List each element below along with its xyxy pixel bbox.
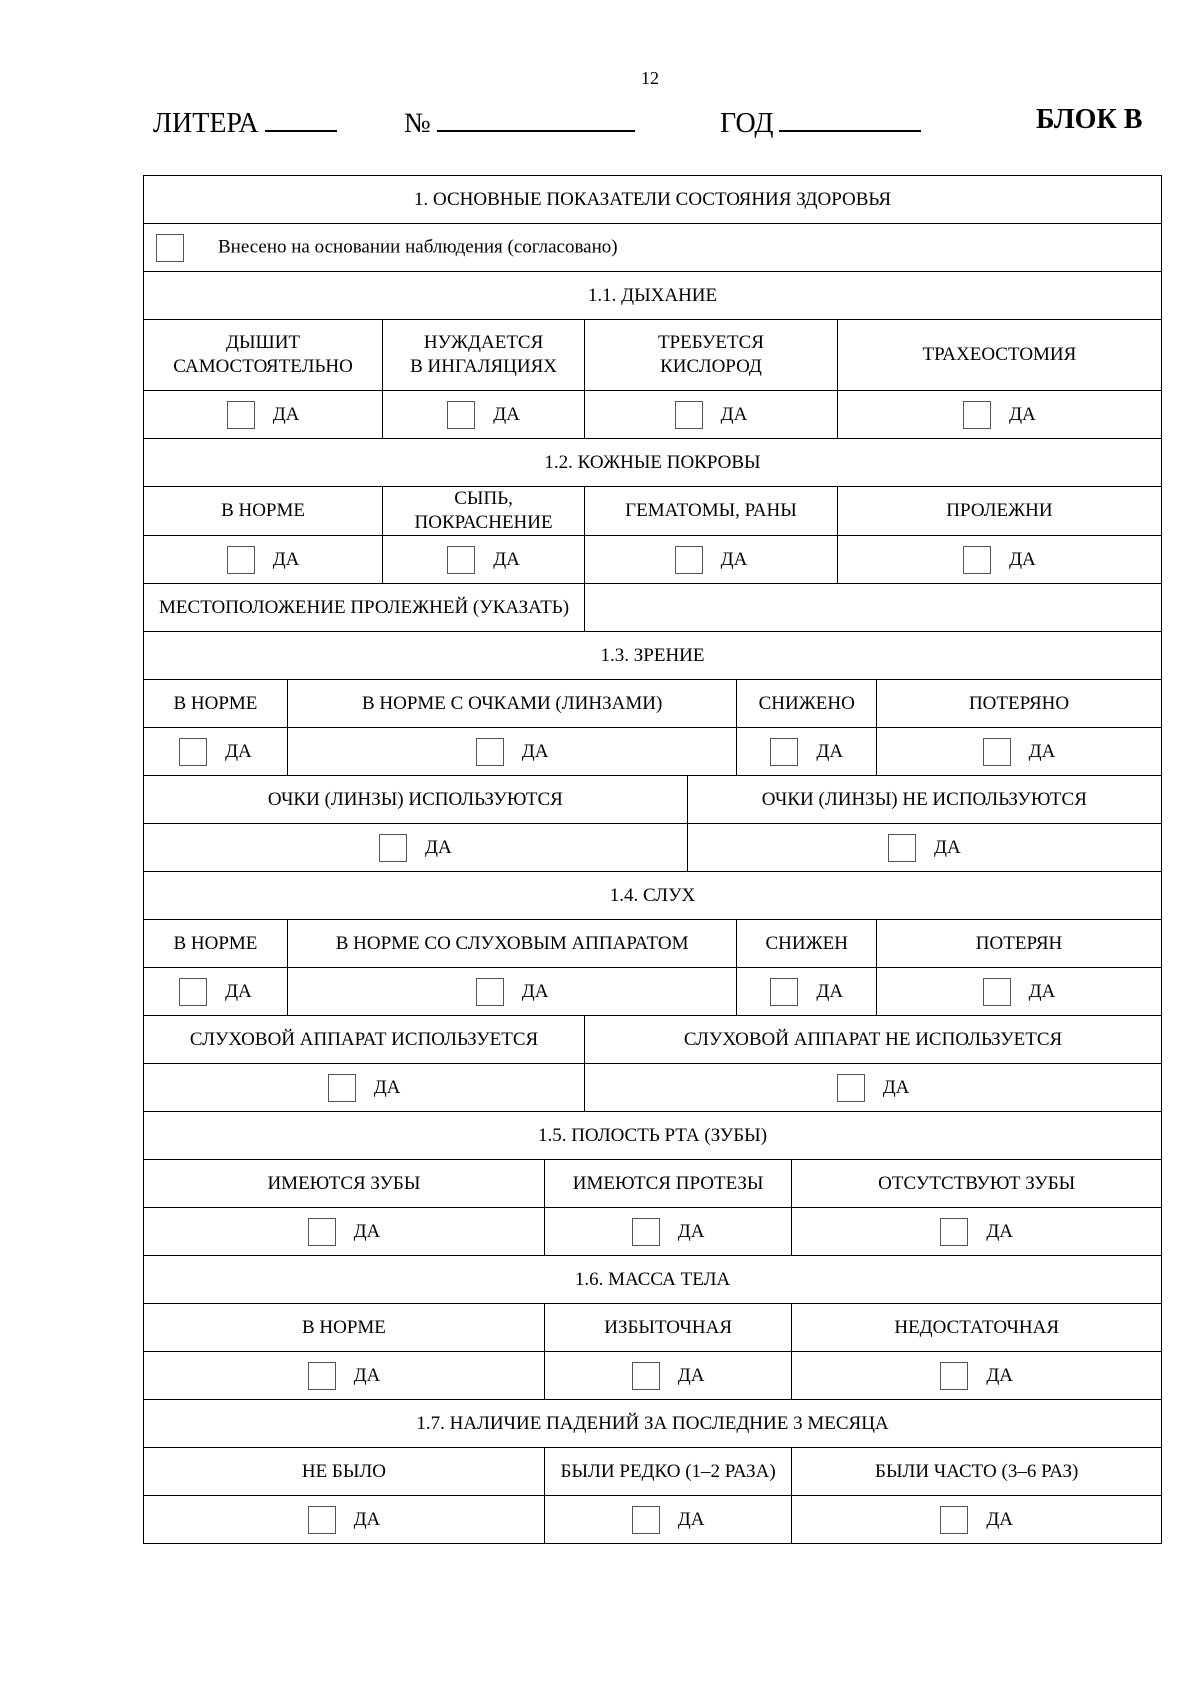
- glasses-not-used-checkbox[interactable]: [888, 834, 916, 862]
- yes-label: ДА: [1028, 740, 1056, 762]
- yes-cell: [837, 391, 1161, 439]
- falls-rare-header: БЫЛИ РЕДКО (1–2 РАЗА): [544, 1448, 792, 1496]
- falls-frequent-checkbox[interactable]: [940, 1506, 968, 1534]
- weight-normal-checkbox[interactable]: [308, 1362, 336, 1390]
- yes-cell: [792, 1352, 1162, 1400]
- yes-cell: [585, 1064, 1162, 1112]
- breathing-oxygen-line1: ТРЕБУЕТСЯ: [657, 332, 764, 353]
- number-label: №: [404, 108, 431, 139]
- yes-label: ДА: [272, 403, 300, 425]
- section-1-1-title: 1.1. ДЫХАНИЕ: [144, 272, 1162, 320]
- yes-cell: [144, 968, 288, 1016]
- section-1-4-title: 1.4. СЛУХ: [144, 872, 1162, 920]
- teeth-present-header: ИМЕЮТСЯ ЗУБЫ: [144, 1160, 545, 1208]
- number-input-line[interactable]: [437, 104, 635, 132]
- yes-cell: [737, 728, 877, 776]
- skin-bedsores-header: ПРОЛЕЖНИ: [837, 487, 1161, 536]
- yes-cell: [287, 968, 737, 1016]
- dentures-present-checkbox[interactable]: [632, 1218, 660, 1246]
- yes-cell: [287, 728, 737, 776]
- breathing-independent-line2: САМОСТОЯТЕЛЬНО: [173, 356, 353, 377]
- falls-frequent-header: БЫЛИ ЧАСТО (3–6 РАЗ): [792, 1448, 1162, 1496]
- breathing-inhalation-checkbox[interactable]: [447, 401, 475, 429]
- yes-cell: [687, 824, 1161, 872]
- weight-excess-checkbox[interactable]: [632, 1362, 660, 1390]
- skin-normal-checkbox[interactable]: [227, 546, 255, 574]
- yes-label: ДА: [353, 1508, 381, 1530]
- weight-normal-header: В НОРМЕ: [144, 1304, 545, 1352]
- number-field: [404, 104, 635, 140]
- yes-label: ДА: [1028, 980, 1056, 1002]
- yes-label: ДА: [493, 403, 520, 425]
- weight-insufficient-checkbox[interactable]: [940, 1362, 968, 1390]
- section-1-3-title: 1.3. ЗРЕНИЕ: [144, 632, 1162, 680]
- yes-label: ДА: [225, 740, 252, 762]
- weight-insufficient-header: НЕДОСТАТОЧНАЯ: [792, 1304, 1162, 1352]
- vision-normal-header: В НОРМЕ: [144, 680, 288, 728]
- yes-cell: [877, 728, 1162, 776]
- yes-label: ДА: [986, 1364, 1014, 1386]
- yes-cell: [837, 536, 1161, 584]
- page-number: 12: [641, 68, 659, 88]
- hearing-reduced-checkbox[interactable]: [770, 978, 798, 1006]
- form-header: [0, 100, 1200, 140]
- falls-rare-checkbox[interactable]: [632, 1506, 660, 1534]
- glasses-used-checkbox[interactable]: [379, 834, 407, 862]
- yes-cell: [737, 968, 877, 1016]
- yes-cell: [144, 1208, 545, 1256]
- hearing-aid-used-header: СЛУХОВОЙ АППАРАТ ИСПОЛЬЗУЕТСЯ: [144, 1016, 585, 1064]
- hearing-lost-header: ПОТЕРЯН: [877, 920, 1162, 968]
- section-1-2-title: 1.2. КОЖНЫЕ ПОКРОВЫ: [144, 439, 1162, 487]
- yes-cell: [544, 1352, 792, 1400]
- yes-cell: [792, 1208, 1162, 1256]
- teeth-present-checkbox[interactable]: [308, 1218, 336, 1246]
- glasses-used-header: ОЧКИ (ЛИНЗЫ) ИСПОЛЬЗУЮТСЯ: [144, 776, 688, 824]
- vision-lost-checkbox[interactable]: [983, 738, 1011, 766]
- yes-label: ДА: [720, 548, 748, 570]
- yes-label: ДА: [493, 548, 520, 570]
- yes-cell: [544, 1208, 792, 1256]
- yes-label: ДА: [1009, 548, 1036, 570]
- vision-normal-checkbox[interactable]: [179, 738, 207, 766]
- weight-excess-header: ИЗБЫТОЧНАЯ: [544, 1304, 792, 1352]
- yes-label: ДА: [677, 1220, 705, 1242]
- yes-label: ДА: [521, 980, 549, 1002]
- yes-cell: [144, 824, 688, 872]
- section-1-6-title: 1.6. МАССА ТЕЛА: [144, 1256, 1162, 1304]
- glasses-not-used-header: ОЧКИ (ЛИНЗЫ) НЕ ИСПОЛЬЗУЮТСЯ: [687, 776, 1161, 824]
- yes-label: ДА: [272, 548, 300, 570]
- breathing-tracheostomy-header: ТРАХЕОСТОМИЯ: [837, 320, 1161, 391]
- yes-label: ДА: [816, 740, 844, 762]
- falls-none-header: НЕ БЫЛО: [144, 1448, 545, 1496]
- vision-lost-header: ПОТЕРЯНО: [877, 680, 1162, 728]
- yes-cell: [585, 391, 838, 439]
- hearing-lost-checkbox[interactable]: [983, 978, 1011, 1006]
- year-label: ГОД: [720, 108, 774, 139]
- breathing-independent-line1: ДЫШИТ: [226, 332, 301, 353]
- skin-hematoma-header: ГЕМАТОМЫ, РАНЫ: [585, 487, 838, 536]
- yes-label: ДА: [677, 1508, 705, 1530]
- falls-none-checkbox[interactable]: [308, 1506, 336, 1534]
- yes-cell: [383, 391, 585, 439]
- hearing-reduced-header: СНИЖЕН: [737, 920, 877, 968]
- skin-rash-checkbox[interactable]: [447, 546, 475, 574]
- yes-label: ДА: [882, 1076, 910, 1098]
- skin-rash-header: СЫПЬ, ПОКРАСНЕНИЕ: [383, 487, 585, 536]
- observation-note-row: [144, 224, 1162, 272]
- yes-cell: [144, 1496, 545, 1544]
- vision-glasses-checkbox[interactable]: [476, 738, 504, 766]
- observation-note-label: Внесено на основании наблюдения (согласовано): [218, 235, 618, 257]
- yes-cell: [792, 1496, 1162, 1544]
- vision-glasses-header: В НОРМЕ С ОЧКАМИ (ЛИНЗАМИ): [287, 680, 737, 728]
- yes-label: ДА: [425, 836, 452, 858]
- yes-label: ДА: [986, 1508, 1014, 1530]
- hearing-aid-not-used-checkbox[interactable]: [837, 1074, 865, 1102]
- health-form-table: [143, 175, 1162, 1544]
- breathing-oxygen-checkbox[interactable]: [675, 401, 703, 429]
- yes-cell: [144, 391, 383, 439]
- yes-cell: [585, 536, 838, 584]
- skin-hematoma-checkbox[interactable]: [675, 546, 703, 574]
- yes-label: ДА: [353, 1220, 381, 1242]
- hearing-aid-normal-checkbox[interactable]: [476, 978, 504, 1006]
- yes-cell: [877, 968, 1162, 1016]
- litera-field: [153, 104, 337, 140]
- hearing-normal-header: В НОРМЕ: [144, 920, 288, 968]
- breathing-oxygen-header: [585, 320, 838, 391]
- yes-cell: [144, 728, 288, 776]
- block-label: БЛОК В: [1036, 104, 1143, 135]
- yes-cell: [144, 1352, 545, 1400]
- yes-label: ДА: [521, 740, 549, 762]
- section-1-7-title: 1.7. НАЛИЧИЕ ПАДЕНИЙ ЗА ПОСЛЕДНИЕ 3 МЕСЯЦА: [144, 1400, 1162, 1448]
- year-field: [720, 104, 921, 140]
- breathing-tracheostomy-checkbox[interactable]: [963, 401, 991, 429]
- vision-reduced-checkbox[interactable]: [770, 738, 798, 766]
- vision-reduced-header: СНИЖЕНО: [737, 680, 877, 728]
- observation-checkbox[interactable]: [156, 234, 184, 262]
- bedsore-location-label: МЕСТОПОЛОЖЕНИЕ ПРОЛЕЖНЕЙ (УКАЗАТЬ): [144, 584, 585, 632]
- yes-cell: [544, 1496, 792, 1544]
- yes-label: ДА: [816, 980, 844, 1002]
- teeth-absent-checkbox[interactable]: [940, 1218, 968, 1246]
- yes-label: ДА: [353, 1364, 381, 1386]
- yes-cell: [144, 536, 383, 584]
- section-1-5-title: 1.5. ПОЛОСТЬ РТА (ЗУБЫ): [144, 1112, 1162, 1160]
- yes-cell: [144, 1064, 585, 1112]
- yes-label: ДА: [934, 836, 961, 858]
- yes-label: ДА: [373, 1076, 401, 1098]
- breathing-inhalation-line1: НУЖДАЕТСЯ: [423, 332, 544, 353]
- litera-label: ЛИТЕРА: [153, 108, 259, 139]
- hearing-aid-not-used-header: СЛУХОВОЙ АППАРАТ НЕ ИСПОЛЬЗУЕТСЯ: [585, 1016, 1162, 1064]
- breathing-independent-checkbox[interactable]: [227, 401, 255, 429]
- breathing-independent-header: [144, 320, 383, 391]
- section-1-title: 1. ОСНОВНЫЕ ПОКАЗАТЕЛИ СОСТОЯНИЯ ЗДОРОВЬЯ: [144, 176, 1162, 224]
- hearing-aid-normal-header: В НОРМЕ СО СЛУХОВЫМ АППАРАТОМ: [287, 920, 737, 968]
- yes-label: ДА: [1009, 403, 1036, 425]
- yes-cell: [383, 536, 585, 584]
- hearing-aid-used-checkbox[interactable]: [328, 1074, 356, 1102]
- litera-input-line[interactable]: [265, 104, 337, 132]
- dentures-present-header: ИМЕЮТСЯ ПРОТЕЗЫ: [544, 1160, 792, 1208]
- skin-normal-header: В НОРМЕ: [144, 487, 383, 536]
- breathing-oxygen-line2: КИСЛОРОД: [660, 356, 762, 377]
- yes-label: ДА: [720, 403, 748, 425]
- breathing-inhalation-header: [383, 320, 585, 391]
- bedsore-location-input[interactable]: [585, 584, 1162, 632]
- teeth-absent-header: ОТСУТСТВУЮТ ЗУБЫ: [792, 1160, 1162, 1208]
- breathing-inhalation-line2: В ИНГАЛЯЦИЯХ: [410, 356, 558, 377]
- yes-label: ДА: [225, 980, 252, 1002]
- skin-bedsores-checkbox[interactable]: [963, 546, 991, 574]
- yes-label: ДА: [986, 1220, 1014, 1242]
- yes-label: ДА: [677, 1364, 705, 1386]
- year-input-line[interactable]: [779, 104, 921, 132]
- hearing-normal-checkbox[interactable]: [179, 978, 207, 1006]
